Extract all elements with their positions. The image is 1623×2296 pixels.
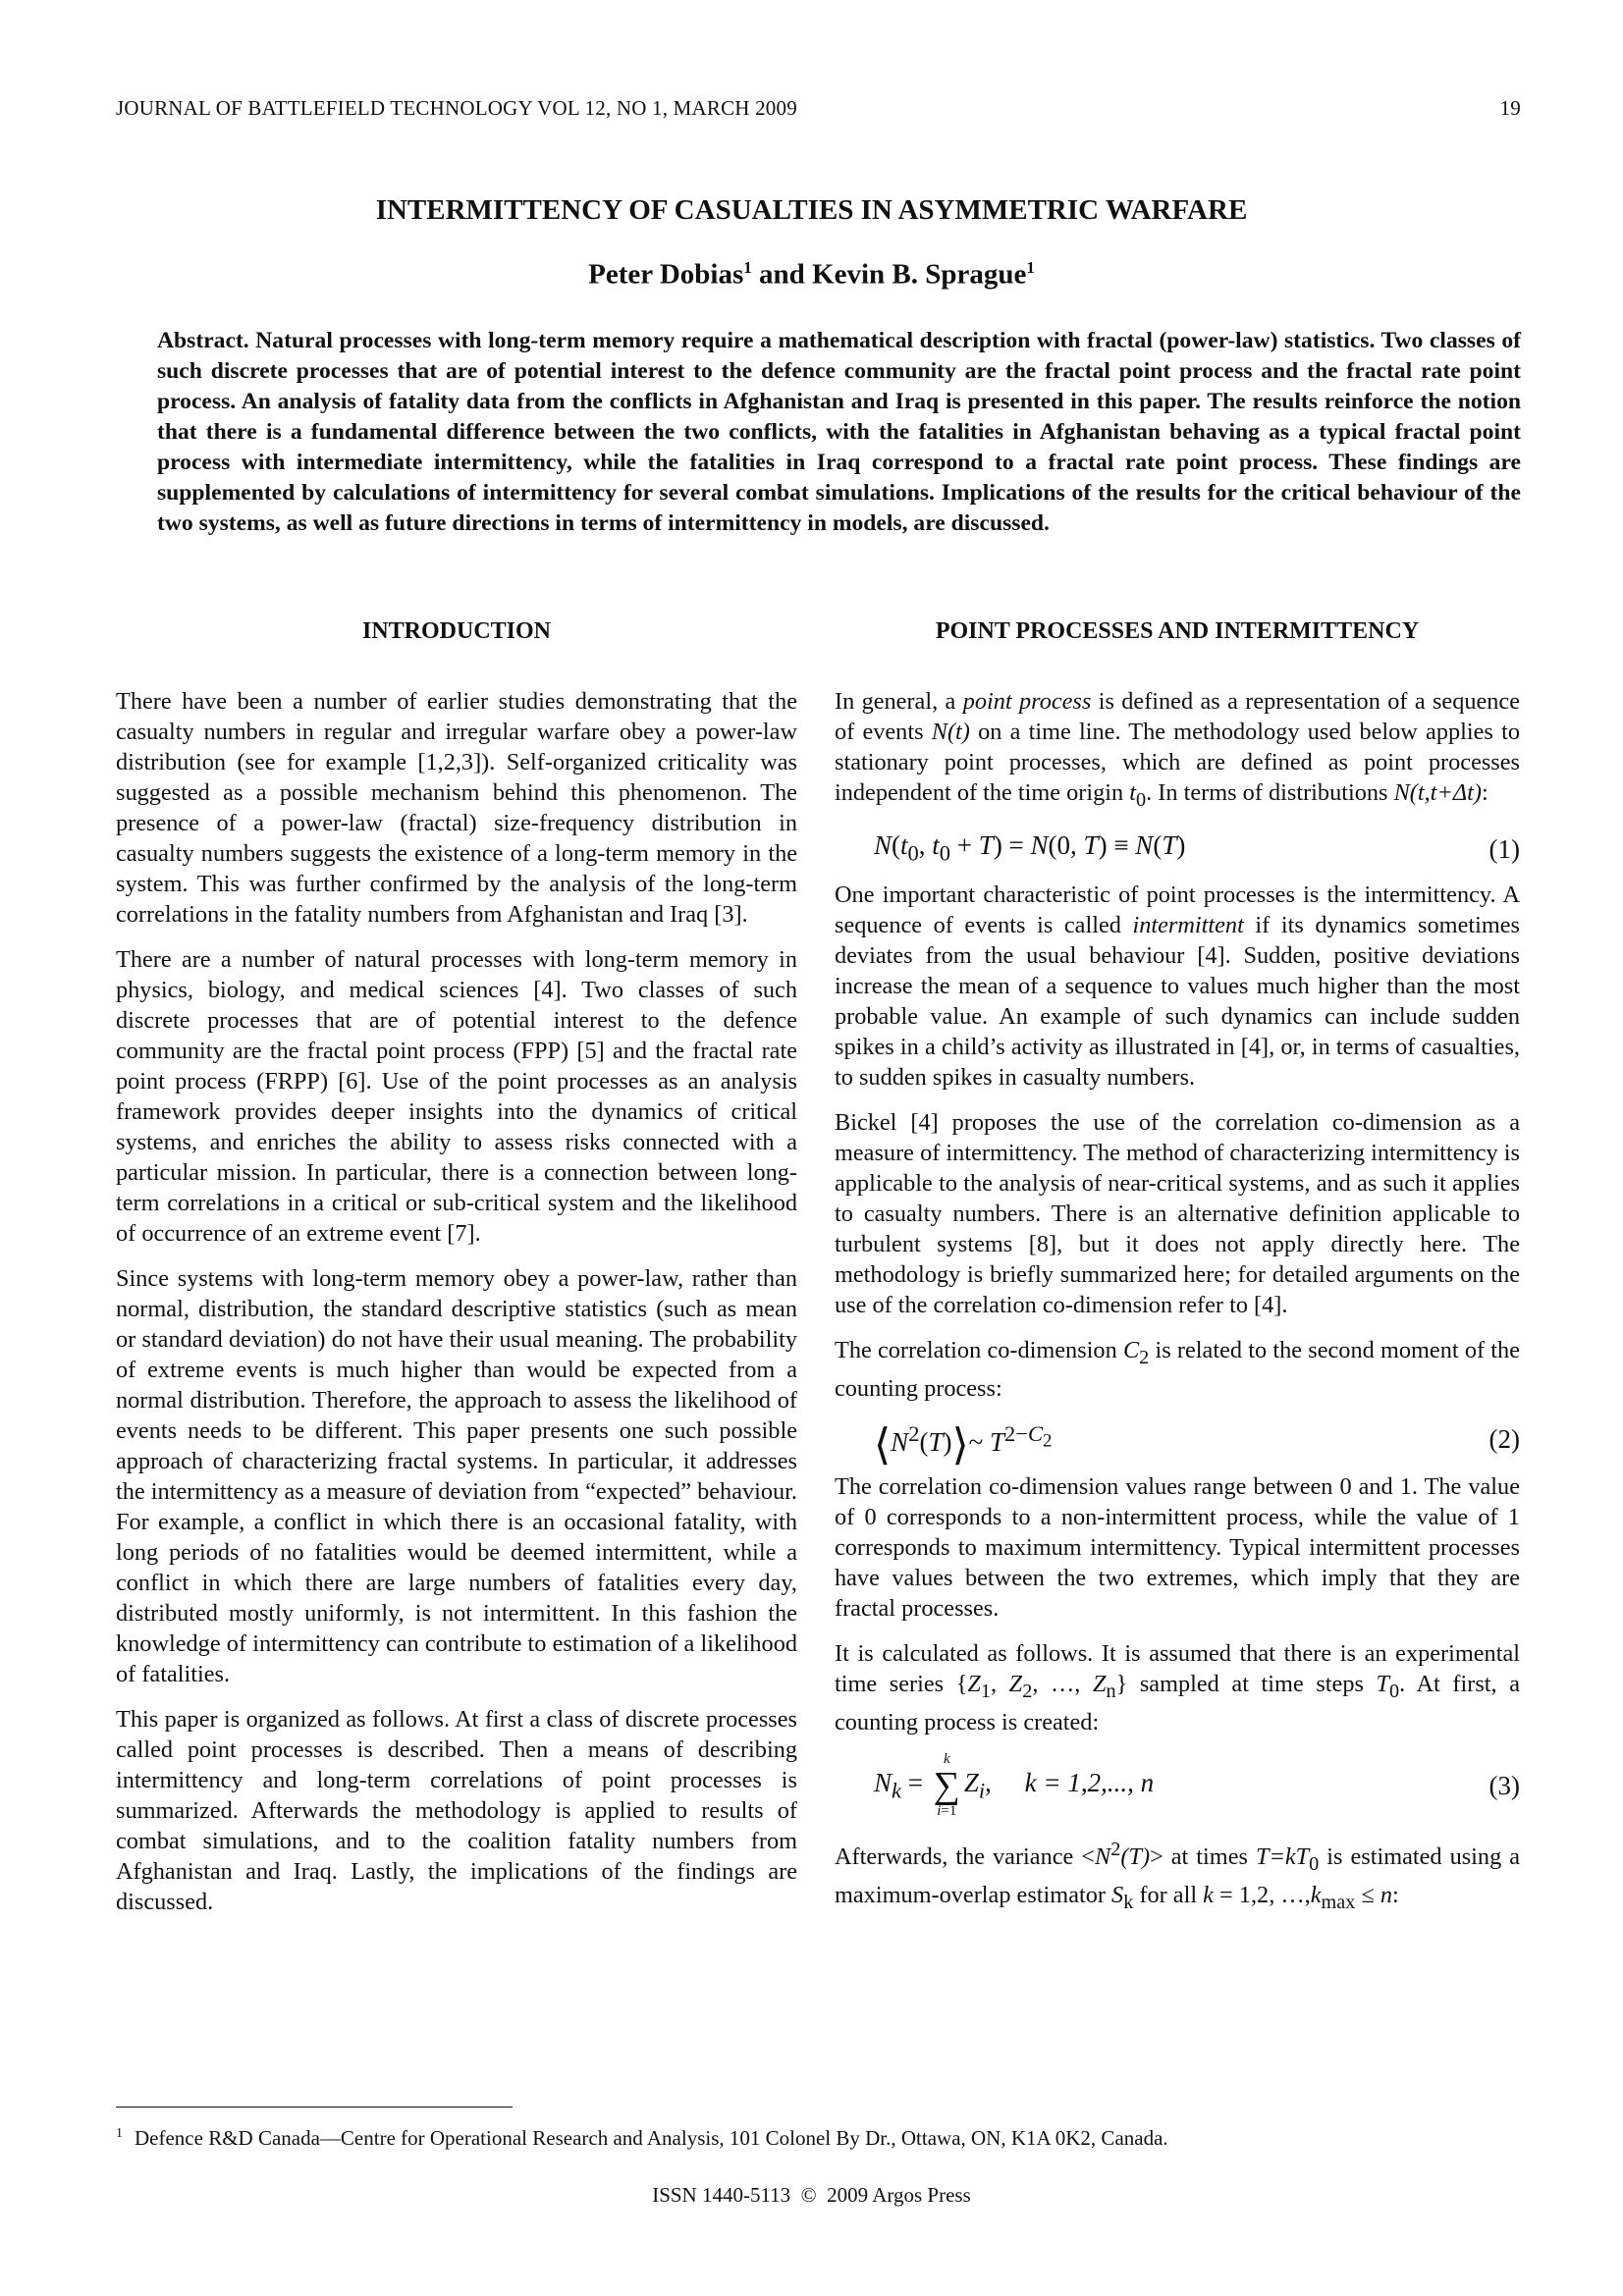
text-run: k <box>1123 1892 1134 1914</box>
point-processes-section <box>835 616 1520 1933</box>
authors <box>0 258 1623 292</box>
text-run: ≤ <box>1355 1882 1380 1909</box>
section-heading: INTRODUCTION <box>361 618 552 644</box>
italic-text: N(t,t+Δt) <box>1393 779 1482 806</box>
running-header <box>116 96 1521 121</box>
italic-text: Z <box>1092 1671 1107 1698</box>
equation-number: (1) <box>1488 833 1520 864</box>
text-run: In general, a <box>835 688 963 715</box>
footnote-mark: 1 <box>116 2126 123 2141</box>
paragraph <box>835 1638 1520 1737</box>
footnote-text: Defence R&D Canada—Centre for Operational Research and Analysis, 101 Colonel By Dr., Ottawa, ON, K1A 0K2, Canada. <box>135 2126 1168 2150</box>
text-run: for all <box>1133 1882 1204 1909</box>
paragraph <box>835 1471 1520 1624</box>
italic-text: S <box>1111 1882 1124 1909</box>
italic-text: t <box>1129 779 1137 806</box>
text-run: n <box>1106 1681 1116 1703</box>
text-run: Afterwards, the variance < <box>835 1843 1096 1871</box>
paper-title: INTERMITTENCY OF CASUALTIES IN ASYMMETRIC WARFARE <box>375 194 1248 226</box>
equation-body: $N(t_0$, $t_0 + T) = N(0$, T) ≡ N(T) <box>874 829 1186 866</box>
page-footer: ISSN 1440-5113 © 2009 Argos Press <box>652 2183 971 2207</box>
italic-text: (T) <box>1120 1843 1151 1871</box>
paragraph <box>835 1335 1520 1404</box>
page-number: 19 <box>1499 96 1521 120</box>
text-run: . In terms of distributions <box>1146 779 1394 806</box>
author-separator: and <box>751 258 813 291</box>
equation-range: k = 1,2,..., n <box>1024 1768 1155 1798</box>
text-run: } sampled at time steps <box>1115 1671 1377 1698</box>
equation-2 <box>835 1418 1520 1469</box>
italic-text: intermittent <box>1132 912 1244 939</box>
italic-text: point process <box>962 688 1092 715</box>
equation-number: (2) <box>1488 1423 1520 1454</box>
affiliation-mark: 1 <box>743 258 752 277</box>
italic-text: Z <box>1008 1671 1023 1698</box>
italic-text: C <box>1122 1337 1140 1364</box>
paragraph <box>835 1107 1520 1320</box>
italic-text: N <box>1095 1843 1111 1871</box>
paragraph: There are a number of natural processes with long-term memory in physics, biology, and medical sciences [4]. Two classes of such discrete processes that are of potential interest to the defence community are the fractal point process (FPP) [5] and the fractal rate point process (FRPP) [6]. Use of the point processes as an analysis framework provides deeper insights into the dynamics of critical systems, and enriches the ability to assess risks connected with a particular mission. In particular, there is a connection between long-term correlations in a critical or sub-critical system and the likelihood of occurrence of an extreme event [7]. <box>116 946 797 1247</box>
text-run: if its dynamics sometimes deviates from the usual behaviour [4]. Sudden, positive deviations increase the mean of a sequence to values much higher than the most probable value. An example of such dynamics can include sudden spikes in a child’s activity as illustrated in [4], or, in terms of casualties, to sudden spikes in casualty numbers. <box>835 912 1520 1092</box>
footnote <box>116 2126 1168 2151</box>
text-run: : <box>1481 779 1488 806</box>
text-run: > at times <box>1150 1843 1256 1871</box>
italic-text: k <box>1310 1882 1322 1909</box>
text-run: on a time line. The methodology used below applies to stationary point processes, which are defined as point processes independent of the time origin <box>835 719 1520 806</box>
text-run: 0 <box>1309 1853 1320 1876</box>
italic-text: T <box>1376 1671 1390 1698</box>
text-run: = 1,2, …, <box>1213 1882 1311 1909</box>
text-run: 2 <box>1110 1839 1121 1861</box>
author-2: Kevin B. Sprague <box>812 258 1027 291</box>
text-run: The correlation co-dimension <box>835 1337 1123 1364</box>
affiliation-mark: 1 <box>1026 258 1035 277</box>
text-run: max <box>1321 1892 1356 1914</box>
paragraph <box>835 880 1520 1093</box>
text-run: The correlation co-dimension values range between 0 and 1. The value of 0 corresponds to a non-intermittent process, while the value of 1 corresponds to maximum intermittency. Typical intermittent processes have values between the two extremes, which imply that they are fractal processes. <box>835 1473 1520 1623</box>
paragraph <box>835 1835 1520 1918</box>
italic-text: k <box>1203 1882 1214 1909</box>
text-run: : <box>1392 1882 1399 1909</box>
equation-body: $⟨N^2(T)⟩\sim$ $T^{2-C_2}$ <box>874 1420 1053 1469</box>
text-run: 0 <box>1136 788 1147 811</box>
text-run: Bickel [4] proposes the use of the correlation co-dimension as a measure of intermittency. The method of characterizing intermittency is applicable to the analysis of near-critical systems, and as such it applies to casualty numbers. There is an alternative definition applicable to turbulent systems [8], but it does not apply directly here. The methodology is briefly summarized here; for detailed arguments on the use of the correlation co-dimension refer to [4]. <box>835 1109 1520 1319</box>
paragraph: This paper is organized as follows. At first a class of discrete processes called point processes is described. Then a means of describing intermittency and long-term correlations of point processes is summarized. Afterwards the methodology is applied to results of combat simulations, and to the coalition fatality numbers from Afghanistan and Iraq. Lastly, the implications of the findings are discussed. <box>116 1706 797 1915</box>
text-run: is defined as a representation of a sequence of events <box>835 688 1520 745</box>
text-run: One important characteristic of point processes is the intermittency. A sequence of events is called <box>835 881 1520 939</box>
text-run: . At first, a counting process is created: <box>835 1671 1520 1736</box>
paragraph: There have been a number of earlier studies demonstrating that the casualty numbers in regular and irregular warfare obey a power-law distribution (see for example [1,2,3]). Self-organized criticality was suggested as a possible mechanism behind this phenomenon. The presence of a power-law (fractal) size-frequency distribution in casualty numbers suggests the existence of a long-term memory in the system. This was further confirmed by the analysis of the long-term correlations in the fatality numbers from Afghanistan and Iraq [3]. <box>116 688 797 928</box>
abstract: Abstract. Natural processes with long-term memory require a mathematical description with fractal (power-law) statistics. Two classes of such discrete processes that are of potential interest to the defence community are the fractal point process and the fractal rate point process. An analysis of fatality data from the conflicts in Afghanistan and Iraq is presented in this paper. The results reinforce the notion that there is a fundamental difference between the two conflicts, with the fatalities in Afghanistan behaving as a typical fractal point process with intermediate intermittency, while the fatalities in Iraq correspond to a fractal rate point process. These findings are supplemented by calculations of intermittency for several combat simulations. Implications of the results for the critical behaviour of the two systems, as well as future directions in terms of intermittency in models, are discussed. <box>157 328 1521 536</box>
text-run: is estimated using a maximum-overlap estimator <box>835 1843 1521 1909</box>
section-heading: POINT PROCESSES AND INTERMITTENCY <box>935 618 1420 644</box>
italic-text: N(t) <box>931 719 970 745</box>
italic-text: T=kT <box>1255 1843 1310 1871</box>
italic-text: Z <box>967 1671 981 1698</box>
paragraph: Since systems with long-term memory obey a power-law, rather than normal, distribution, the standard descriptive statistics (such as mean or standard deviation) do not have their usual meaning. The probability of extreme events is much higher than would be expected from a normal distribution. Therefore, the approach to assess the likelihood of events needs to be different. This paper presents one such possible approach of characterizing fractal systems. In particular, it addresses the intermittency as a measure of deviation from “expected” behaviour. For example, a conflict in which there is an occasional fatality, with long periods of no fatalities would be deemed intermittent, while a conflict in which there are large numbers of fatalities every day, distributed mostly uniformly, is not intermittent. In this fashion the knowledge of intermittency can contribute to estimation of a likelihood of fatalities. <box>116 1265 797 1687</box>
author-1: Peter Dobias <box>588 258 744 291</box>
text-run: It is calculated as follows. It is assumed that there is an experimental time series { <box>835 1640 1520 1698</box>
equation-1 <box>835 830 1520 868</box>
paragraph <box>835 686 1520 816</box>
text-run: , …, <box>1032 1671 1093 1698</box>
equation-body: $N_k$ = k ∑ i=1 $Z_i$, k = 1,2,..., n <box>874 1751 1155 1820</box>
text-run: , <box>991 1671 1009 1698</box>
text-run: 2 <box>1139 1347 1150 1369</box>
journal-name: JOURNAL OF BATTLEFIELD TECHNOLOGY VOL 12, NO 1, MARCH 2009 <box>116 96 797 120</box>
italic-text: n <box>1380 1882 1393 1909</box>
equation-number: (3) <box>1488 1770 1520 1800</box>
text-run: 0 <box>1389 1681 1400 1703</box>
text-run: 2 <box>1022 1681 1033 1703</box>
equation-3 <box>835 1752 1520 1819</box>
footnote-divider <box>116 2107 513 2108</box>
text-run: 1 <box>980 1681 991 1703</box>
text-run: is related to the second moment of the counting process: <box>835 1337 1520 1403</box>
introduction-section <box>116 616 797 1932</box>
